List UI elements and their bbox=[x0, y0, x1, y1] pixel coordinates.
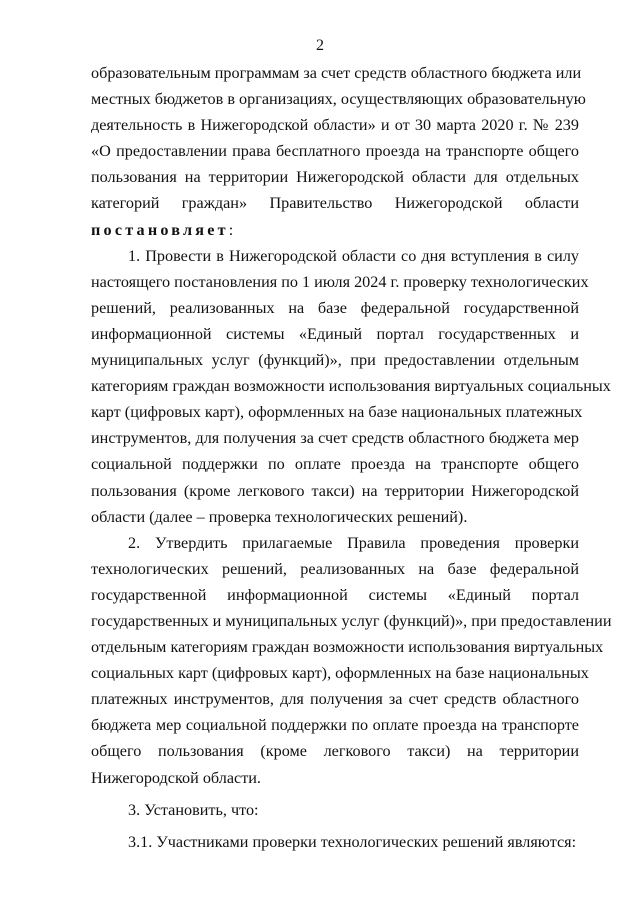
text-line: 2. Утвердить прилагаемые Правила проведения проверки bbox=[128, 533, 579, 552]
text-line: образовательным программам за счет средств областного бюджета или bbox=[91, 64, 582, 82]
text-line: решений, реализованных на базе федеральной государственной bbox=[91, 298, 579, 317]
text-line: социальных карт (цифровых карт), оформленных на базе национальных bbox=[91, 664, 589, 683]
paragraph-item-1 bbox=[91, 243, 611, 530]
intro-paragraph bbox=[91, 60, 586, 243]
text-line: местных бюджетов в организациях, осуществляющих образовательную bbox=[91, 90, 586, 109]
decree-word: постановляет bbox=[91, 220, 229, 239]
page-number: 2 bbox=[316, 37, 324, 54]
text-line: муниципальных услуг (функций)», при предоставлении отдельным bbox=[91, 351, 579, 370]
decree-punct: : bbox=[228, 220, 234, 239]
text-line: пользования на территории Нижегородской области для отдельных bbox=[91, 168, 579, 187]
text-line: отдельным категориям граждан возможности использования виртуальных bbox=[91, 638, 604, 657]
text-line: 3. Установить, что: bbox=[128, 800, 259, 819]
text-line: социальной поддержки по оплате проезда на транспорте общего bbox=[91, 455, 579, 474]
decree-line bbox=[91, 217, 579, 243]
text-line: «О предоставлении права бесплатного проезда на транспорте общего bbox=[91, 142, 579, 161]
text-line: карт (цифровых карт), оформленных на базе национальных платежных bbox=[91, 403, 583, 422]
text-line: категориям граждан возможности использования виртуальных социальных bbox=[91, 377, 611, 396]
paragraph-item-3 bbox=[91, 791, 579, 855]
text-line: настоящего постановления по 1 июля 2024 г. проверку технологических bbox=[91, 272, 589, 291]
text-line: категорий граждан» Правительство Нижегородской области bbox=[91, 194, 579, 213]
text-line: области (далее – проверка технологических решений). bbox=[91, 507, 468, 526]
paragraph-item-2 bbox=[91, 530, 612, 791]
text-line: государственной информационной системы «Единый портал bbox=[91, 585, 579, 604]
text-line: информационной системы «Единый портал государственных и bbox=[91, 324, 579, 343]
text-line: бюджета мер социальной поддержки по оплате проезда на транспорте bbox=[91, 716, 579, 735]
text-line: государственных и муниципальных услуг (функций)», при предоставлении bbox=[91, 611, 612, 630]
text-line: деятельность в Нижегородской области» и от 30 марта 2020 г. № 239 bbox=[91, 116, 579, 135]
text-line: инструментов, для получения за счет средств областного бюджета мер bbox=[91, 429, 579, 448]
text-line: Нижегородской области. bbox=[91, 768, 261, 787]
text-line: общего пользования (кроме легкового такси) на территории bbox=[91, 742, 579, 761]
text-line: технологических решений, реализованных на базе федеральной bbox=[91, 559, 579, 578]
text-line: 1. Провести в Нижегородской области со дня вступления в силу bbox=[128, 246, 579, 265]
document-body bbox=[91, 60, 612, 855]
text-line: 3.1. Участниками проверки технологических решений являются: bbox=[128, 832, 577, 851]
text-line: пользования (кроме легкового такси) на территории Нижегородской bbox=[91, 481, 579, 500]
text-line: платежных инструментов, для получения за счет средств областного bbox=[91, 690, 579, 709]
